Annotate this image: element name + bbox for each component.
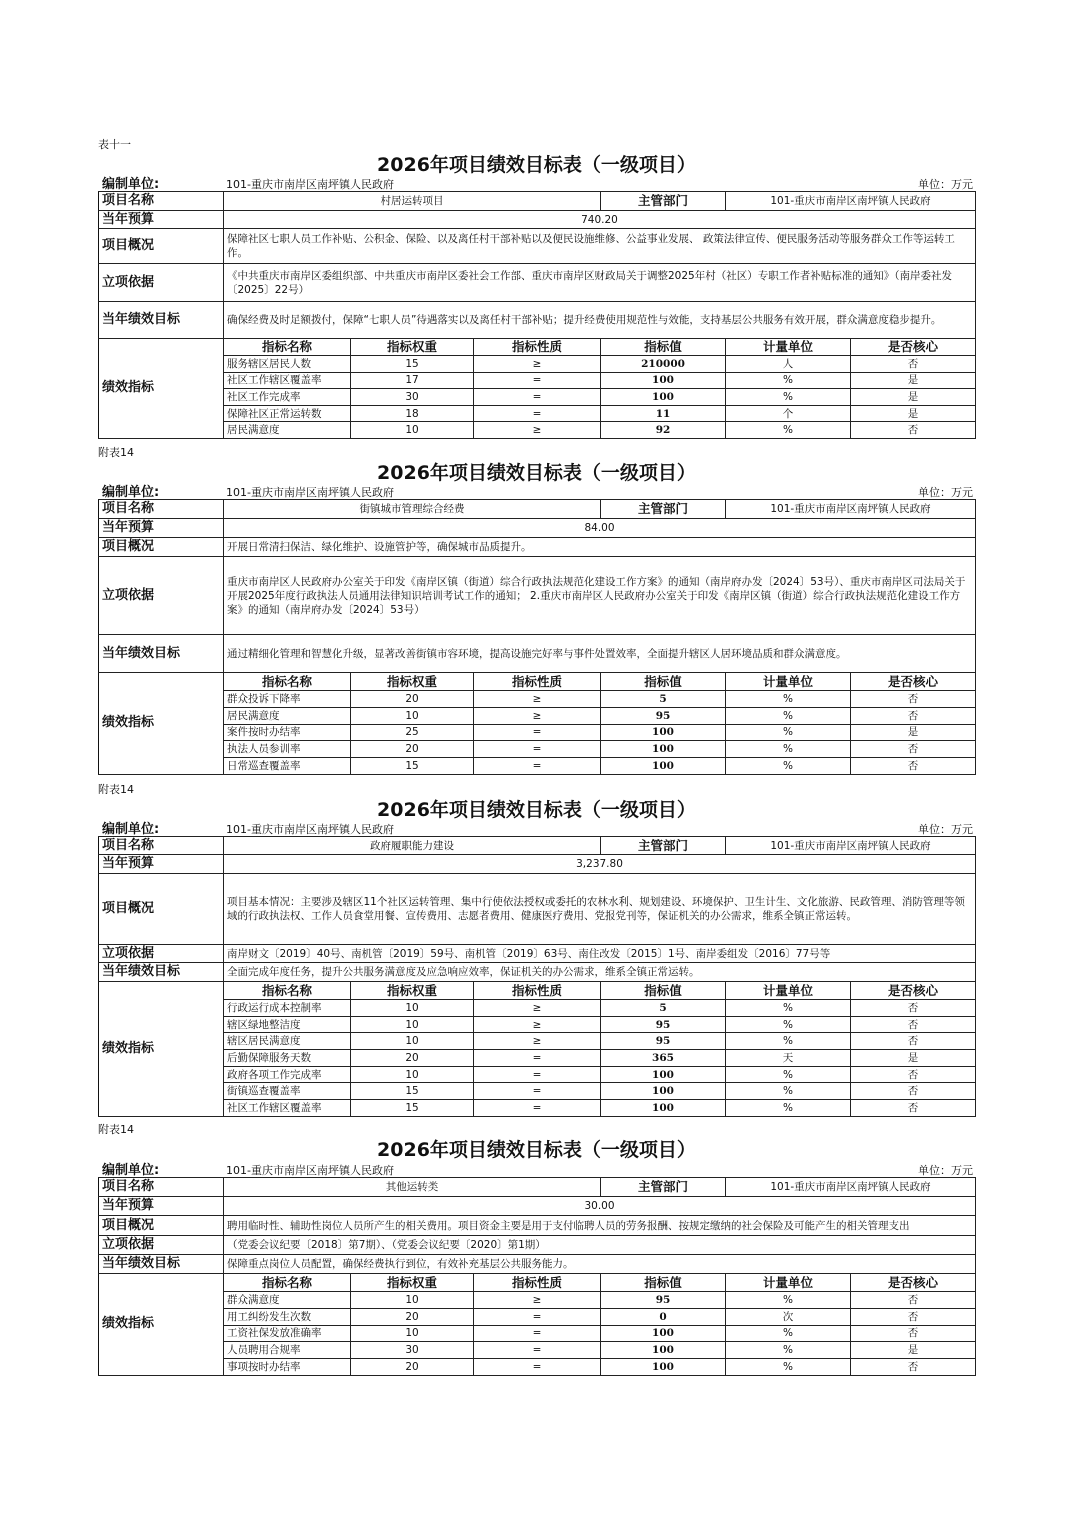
metric-row — [99, 389, 976, 406]
metric-weight: 10 — [351, 707, 474, 724]
project-name-row — [99, 837, 976, 855]
metric-value: 95 — [601, 1016, 726, 1033]
metric-name: 服务辖区居民人数 — [224, 356, 351, 373]
budget-row — [99, 211, 976, 229]
metric-name: 社区工作辖区覆盖率 — [224, 372, 351, 389]
org-value: 101-重庆市南岸区南坪镇人民政府 — [226, 178, 394, 191]
metric-value: 95 — [601, 1033, 726, 1050]
metrics-header-row — [99, 673, 976, 691]
org-value: 101-重庆市南岸区南坪镇人民政府 — [226, 486, 394, 499]
metric-weight: 10 — [351, 1292, 474, 1309]
goal-label: 当年绩效目标 — [99, 635, 224, 673]
metric-core: 否 — [851, 1359, 976, 1376]
metric-value: 100 — [601, 1083, 726, 1100]
basis-row — [99, 945, 976, 963]
table-caption: 附表14 — [98, 783, 134, 796]
metric-unit: 天 — [726, 1050, 851, 1067]
overview-value: 聘用临时性、辅助性岗位人员所产生的相关费用。项目资金主要是用于支付临聘人员的劳务报酬、按规定缴纳的社会保险及可能产生的相关管理支出 — [224, 1216, 976, 1236]
metric-name: 用工纠纷发生次数 — [224, 1308, 351, 1325]
project-name-value: 其他运转类 — [224, 1178, 601, 1197]
metric-name: 社区工作完成率 — [224, 389, 351, 406]
metric-unit: % — [726, 1342, 851, 1359]
metric-type: = — [474, 1308, 601, 1325]
metrics-header-cell: 计量单位 — [726, 982, 851, 1000]
metric-row — [99, 372, 976, 389]
goal-label: 当年绩效目标 — [99, 963, 224, 982]
metric-core: 否 — [851, 1100, 976, 1117]
performance-table — [98, 499, 976, 775]
unit-label: 单位：万元 — [918, 1164, 973, 1177]
metrics-header-row — [99, 982, 976, 1000]
overview-row — [99, 538, 976, 557]
metric-row — [99, 1000, 976, 1017]
metric-name: 居民满意度 — [224, 422, 351, 439]
metric-type: ≥ — [474, 356, 601, 373]
metric-type: = — [474, 1325, 601, 1342]
metric-unit: % — [726, 1033, 851, 1050]
org-value: 101-重庆市南岸区南坪镇人民政府 — [226, 1164, 394, 1177]
metric-row — [99, 405, 976, 422]
budget-label: 当年预算 — [99, 1197, 224, 1216]
metric-row — [99, 707, 976, 724]
metric-row — [99, 1066, 976, 1083]
metric-unit: % — [726, 389, 851, 406]
metric-value: 100 — [601, 1342, 726, 1359]
org-label: 编制单位: — [102, 1163, 160, 1178]
metric-value: 92 — [601, 422, 726, 439]
goal-value: 通过精细化管理和智慧化升级，显著改善街镇市容环境，提高设施完好率与事件处置效率，全面提升辖区人居环境品质和群众满意度。 — [224, 635, 976, 673]
metric-weight: 30 — [351, 1342, 474, 1359]
basis-value: 重庆市南岸区人民政府办公室关于印发《南岸区镇（街道）综合行政执法规范化建设工作方案》的通知（南岸府办发〔2024〕53号）、重庆市南岸区司法局关于开展2025年度行政执法人员通用法律知识培训考试工作的通知； 2.重庆市南岸区人民政府办公室关于印发《南岸区镇（街道）综合行政执法规范化建设工作方案》的通知（南岸府办发〔2024〕53号） — [224, 557, 976, 635]
metric-weight: 15 — [351, 356, 474, 373]
metric-type: = — [474, 1100, 601, 1117]
overview-row — [99, 874, 976, 945]
basis-row — [99, 264, 976, 302]
metrics-header-cell: 指标名称 — [224, 339, 351, 356]
metric-type: = — [474, 1083, 601, 1100]
basis-label: 立项依据 — [99, 264, 224, 302]
basis-label: 立项依据 — [99, 945, 224, 963]
org-value: 101-重庆市南岸区南坪镇人民政府 — [226, 823, 394, 836]
metric-row — [99, 1033, 976, 1050]
metric-core: 否 — [851, 707, 976, 724]
metric-unit: % — [726, 741, 851, 758]
overview-row — [99, 1216, 976, 1236]
metrics-header-cell: 计量单位 — [726, 1274, 851, 1292]
budget-row — [99, 519, 976, 538]
metric-name: 保障社区正常运转数 — [224, 405, 351, 422]
metric-core: 是 — [851, 1050, 976, 1067]
metric-type: ≥ — [474, 1033, 601, 1050]
metric-core: 否 — [851, 1033, 976, 1050]
dept-value: 101-重庆市南岸区南坪镇人民政府 — [726, 837, 976, 855]
metrics-header-cell: 指标名称 — [224, 1274, 351, 1292]
metric-type: = — [474, 372, 601, 389]
metric-core: 否 — [851, 1066, 976, 1083]
metric-type: = — [474, 389, 601, 406]
basis-row — [99, 557, 976, 635]
metric-type: ≥ — [474, 707, 601, 724]
metric-name: 群众投诉下降率 — [224, 691, 351, 708]
basis-row — [99, 1236, 976, 1255]
metrics-header-cell: 指标名称 — [224, 982, 351, 1000]
basis-value: （党委会议纪要〔2018〕第7期）、（党委会议纪要〔2020〕第1期） — [224, 1236, 976, 1255]
metrics-header-cell: 指标值 — [601, 1274, 726, 1292]
metric-core: 否 — [851, 1325, 976, 1342]
goal-row — [99, 302, 976, 339]
metrics-header-cell: 指标性质 — [474, 339, 601, 356]
metric-row — [99, 1050, 976, 1067]
project-name-label: 项目名称 — [99, 837, 224, 855]
metric-unit: 人 — [726, 356, 851, 373]
overview-value: 保障社区七职人员工作补贴、公积金、保险、以及离任村干部补贴以及便民设施维修、公益事业发展、 政策法律宣传、便民服务活动等服务群众工作等运转工作。 — [224, 229, 976, 264]
metric-name: 行政运行成本控制率 — [224, 1000, 351, 1017]
goal-label: 当年绩效目标 — [99, 1255, 224, 1274]
dept-value: 101-重庆市南岸区南坪镇人民政府 — [726, 1178, 976, 1197]
metrics-header-cell: 指标值 — [601, 673, 726, 691]
metric-name: 政府各项工作完成率 — [224, 1066, 351, 1083]
metric-value: 210000 — [601, 356, 726, 373]
metrics-header-cell: 是否核心 — [851, 982, 976, 1000]
dept-label: 主管部门 — [601, 1178, 726, 1197]
metric-unit: % — [726, 707, 851, 724]
metric-unit: % — [726, 758, 851, 775]
metric-name: 工资社保发放准确率 — [224, 1325, 351, 1342]
project-name-row — [99, 1178, 976, 1197]
table-title: 2026年项目绩效目标表（一级项目） — [377, 462, 696, 484]
metric-weight: 10 — [351, 1325, 474, 1342]
metrics-header-row — [99, 339, 976, 356]
metric-name: 人员聘用合规率 — [224, 1342, 351, 1359]
overview-label: 项目概况 — [99, 538, 224, 557]
metric-core: 否 — [851, 356, 976, 373]
metric-weight: 15 — [351, 1100, 474, 1117]
budget-label: 当年预算 — [99, 211, 224, 229]
overview-label: 项目概况 — [99, 229, 224, 264]
metric-name: 辖区居民满意度 — [224, 1033, 351, 1050]
metric-value: 100 — [601, 372, 726, 389]
metric-weight: 20 — [351, 691, 474, 708]
metric-weight: 20 — [351, 1050, 474, 1067]
goal-value: 全面完成年度任务，提升公共服务满意度及应急响应效率，保证机关的办公需求，维系全镇正常运转。 — [224, 963, 976, 982]
project-name-row — [99, 500, 976, 519]
metric-row — [99, 356, 976, 373]
metric-weight: 20 — [351, 1359, 474, 1376]
dept-label: 主管部门 — [601, 837, 726, 855]
metric-type: = — [474, 724, 601, 741]
metric-value: 0 — [601, 1308, 726, 1325]
metric-name: 社区工作辖区覆盖率 — [224, 1100, 351, 1117]
metric-row — [99, 1016, 976, 1033]
project-name-label: 项目名称 — [99, 1178, 224, 1197]
metric-value: 100 — [601, 758, 726, 775]
metric-unit: % — [726, 1292, 851, 1309]
org-label: 编制单位: — [102, 485, 160, 500]
org-label: 编制单位: — [102, 177, 160, 192]
metric-name: 居民满意度 — [224, 707, 351, 724]
overview-value: 开展日常清扫保洁、绿化维护、设施管护等，确保城市品质提升。 — [224, 538, 976, 557]
table-caption: 附表14 — [98, 1123, 134, 1136]
metrics-header-cell: 指标值 — [601, 982, 726, 1000]
metrics-header-cell: 指标性质 — [474, 982, 601, 1000]
metric-core: 否 — [851, 422, 976, 439]
metric-value: 100 — [601, 1066, 726, 1083]
metric-weight: 18 — [351, 405, 474, 422]
metric-unit: % — [726, 1066, 851, 1083]
metrics-header-cell: 是否核心 — [851, 1274, 976, 1292]
basis-value: 《中共重庆市南岸区委组织部、中共重庆市南岸区委社会工作部、重庆市南岸区财政局关于调整2025年村（社区）专职工作者补贴标准的通知》（南岸委社发〔2025〕22号） — [224, 264, 976, 302]
metric-unit: 次 — [726, 1308, 851, 1325]
metric-core: 否 — [851, 741, 976, 758]
overview-label: 项目概况 — [99, 874, 224, 945]
metric-row — [99, 758, 976, 775]
budget-value: 30.00 — [224, 1197, 976, 1216]
overview-value: 项目基本情况：主要涉及辖区11个社区运转管理、集中行使依法授权或委托的农林水利、规划建设、环境保护、卫生计生、文化旅游、民政管理、消防管理等领域的行政执法权、工作人员食堂用餐、宣传费用、志愿者费用、健康医疗费用、党报党刊等，保证机关的办公需求，维系全镇正常运转。 — [224, 874, 976, 945]
metric-row — [99, 1359, 976, 1376]
goal-value: 确保经费及时足额拨付，保障“七职人员”待遇落实以及离任村干部补贴；提升经费使用规范性与效能，支持基层公共服务有效开展，群众满意度稳步提升。 — [224, 302, 976, 339]
metric-type: ≥ — [474, 1000, 601, 1017]
overview-row — [99, 229, 976, 264]
performance-table — [98, 836, 976, 1117]
goal-row — [99, 963, 976, 982]
metric-row — [99, 1292, 976, 1309]
metric-unit: % — [726, 1359, 851, 1376]
project-name-label: 项目名称 — [99, 500, 224, 519]
performance-table — [98, 191, 976, 439]
metric-type: = — [474, 1359, 601, 1376]
table-title: 2026年项目绩效目标表（一级项目） — [377, 154, 696, 176]
metric-type: ≥ — [474, 691, 601, 708]
metric-name: 街镇巡查覆盖率 — [224, 1083, 351, 1100]
table-title: 2026年项目绩效目标表（一级项目） — [377, 799, 696, 821]
metric-core: 否 — [851, 1292, 976, 1309]
metric-name: 辖区绿地整洁度 — [224, 1016, 351, 1033]
metrics-header-cell: 指标权重 — [351, 339, 474, 356]
metrics-header-cell: 计量单位 — [726, 673, 851, 691]
metric-type: = — [474, 758, 601, 775]
metrics-header-row — [99, 1274, 976, 1292]
metric-unit: % — [726, 724, 851, 741]
project-name-label: 项目名称 — [99, 192, 224, 211]
metric-core: 否 — [851, 1308, 976, 1325]
metric-value: 100 — [601, 389, 726, 406]
metric-name: 事项按时办结率 — [224, 1359, 351, 1376]
metric-row — [99, 691, 976, 708]
metric-core: 是 — [851, 389, 976, 406]
table-caption: 表十一 — [98, 138, 131, 151]
metric-weight: 10 — [351, 422, 474, 439]
metric-unit: % — [726, 1016, 851, 1033]
basis-label: 立项依据 — [99, 557, 224, 635]
metrics-header-cell: 计量单位 — [726, 339, 851, 356]
unit-label: 单位：万元 — [918, 178, 973, 191]
metrics-header-cell: 指标性质 — [474, 673, 601, 691]
metric-type: = — [474, 405, 601, 422]
metric-weight: 25 — [351, 724, 474, 741]
budget-value: 84.00 — [224, 519, 976, 538]
metric-core: 是 — [851, 372, 976, 389]
unit-label: 单位：万元 — [918, 486, 973, 499]
metrics-header-cell: 指标权重 — [351, 1274, 474, 1292]
budget-row — [99, 855, 976, 874]
metrics-label: 绩效指标 — [99, 673, 224, 775]
metric-core: 否 — [851, 1083, 976, 1100]
metric-core: 是 — [851, 1342, 976, 1359]
metric-row — [99, 422, 976, 439]
dept-value: 101-重庆市南岸区南坪镇人民政府 — [726, 500, 976, 519]
metric-value: 5 — [601, 691, 726, 708]
metrics-header-cell: 指标性质 — [474, 1274, 601, 1292]
metric-type: = — [474, 1066, 601, 1083]
metric-unit: 个 — [726, 405, 851, 422]
project-name-row — [99, 192, 976, 211]
metrics-label: 绩效指标 — [99, 982, 224, 1117]
performance-table — [98, 1177, 976, 1376]
metric-weight: 15 — [351, 758, 474, 775]
metric-core: 否 — [851, 1016, 976, 1033]
metric-value: 100 — [601, 1100, 726, 1117]
metric-weight: 20 — [351, 741, 474, 758]
dept-label: 主管部门 — [601, 192, 726, 211]
metric-name: 日常巡查覆盖率 — [224, 758, 351, 775]
metric-core: 否 — [851, 758, 976, 775]
metric-value: 100 — [601, 1325, 726, 1342]
metrics-header-cell: 指标值 — [601, 339, 726, 356]
metric-type: = — [474, 1342, 601, 1359]
metric-core: 否 — [851, 1000, 976, 1017]
metric-unit: % — [726, 422, 851, 439]
metric-value: 11 — [601, 405, 726, 422]
overview-label: 项目概况 — [99, 1216, 224, 1236]
metric-unit: % — [726, 691, 851, 708]
table-title: 2026年项目绩效目标表（一级项目） — [377, 1139, 696, 1161]
metric-row — [99, 1100, 976, 1117]
metric-row — [99, 724, 976, 741]
table-caption: 附表14 — [98, 446, 134, 459]
metric-value: 100 — [601, 1359, 726, 1376]
metric-weight: 10 — [351, 1066, 474, 1083]
budget-label: 当年预算 — [99, 519, 224, 538]
metric-name: 执法人员参训率 — [224, 741, 351, 758]
unit-label: 单位：万元 — [918, 823, 973, 836]
metrics-label: 绩效指标 — [99, 339, 224, 439]
basis-value: 南岸财文〔2019〕40号、南机管〔2019〕59号、南机管〔2019〕63号、南住改发〔2015〕1号、南岸委组发〔2016〕77号等 — [224, 945, 976, 963]
metric-name: 案件按时办结率 — [224, 724, 351, 741]
metrics-header-cell: 指标权重 — [351, 982, 474, 1000]
metrics-label: 绩效指标 — [99, 1274, 224, 1376]
budget-label: 当年预算 — [99, 855, 224, 874]
project-name-value: 街镇城市管理综合经费 — [224, 500, 601, 519]
metric-value: 5 — [601, 1000, 726, 1017]
metric-weight: 10 — [351, 1033, 474, 1050]
metric-name: 群众满意度 — [224, 1292, 351, 1309]
goal-value: 保障重点岗位人员配置，确保经费执行到位，有效补充基层公共服务能力。 — [224, 1255, 976, 1274]
metric-weight: 15 — [351, 1083, 474, 1100]
metrics-header-cell: 指标名称 — [224, 673, 351, 691]
metric-weight: 10 — [351, 1000, 474, 1017]
goal-label: 当年绩效目标 — [99, 302, 224, 339]
project-name-value: 政府履职能力建设 — [224, 837, 601, 855]
dept-value: 101-重庆市南岸区南坪镇人民政府 — [726, 192, 976, 211]
metric-weight: 17 — [351, 372, 474, 389]
metric-unit: % — [726, 1325, 851, 1342]
metric-core: 是 — [851, 724, 976, 741]
metric-core: 否 — [851, 691, 976, 708]
metric-type: = — [474, 741, 601, 758]
metric-name: 后勤保障服务天数 — [224, 1050, 351, 1067]
metric-weight: 10 — [351, 1016, 474, 1033]
metric-row — [99, 1325, 976, 1342]
metric-value: 100 — [601, 724, 726, 741]
org-label: 编制单位: — [102, 822, 160, 837]
metric-type: ≥ — [474, 1016, 601, 1033]
metric-value: 100 — [601, 741, 726, 758]
project-name-value: 村居运转项目 — [224, 192, 601, 211]
metric-unit: % — [726, 372, 851, 389]
metric-unit: % — [726, 1000, 851, 1017]
basis-label: 立项依据 — [99, 1236, 224, 1255]
budget-value: 3,237.80 — [224, 855, 976, 874]
metric-unit: % — [726, 1083, 851, 1100]
metric-row — [99, 1083, 976, 1100]
metric-unit: % — [726, 1100, 851, 1117]
metric-value: 95 — [601, 707, 726, 724]
dept-label: 主管部门 — [601, 500, 726, 519]
metric-type: = — [474, 1050, 601, 1067]
metrics-header-cell: 是否核心 — [851, 673, 976, 691]
metric-value: 365 — [601, 1050, 726, 1067]
goal-row — [99, 635, 976, 673]
metric-type: ≥ — [474, 422, 601, 439]
metric-row — [99, 1308, 976, 1325]
budget-row — [99, 1197, 976, 1216]
budget-value: 740.20 — [224, 211, 976, 229]
goal-row — [99, 1255, 976, 1274]
metric-weight: 20 — [351, 1308, 474, 1325]
metrics-header-cell: 指标权重 — [351, 673, 474, 691]
metric-type: ≥ — [474, 1292, 601, 1309]
metric-core: 是 — [851, 405, 976, 422]
metric-row — [99, 741, 976, 758]
metric-row — [99, 1342, 976, 1359]
metric-value: 95 — [601, 1292, 726, 1309]
metric-weight: 30 — [351, 389, 474, 406]
metrics-header-cell: 是否核心 — [851, 339, 976, 356]
